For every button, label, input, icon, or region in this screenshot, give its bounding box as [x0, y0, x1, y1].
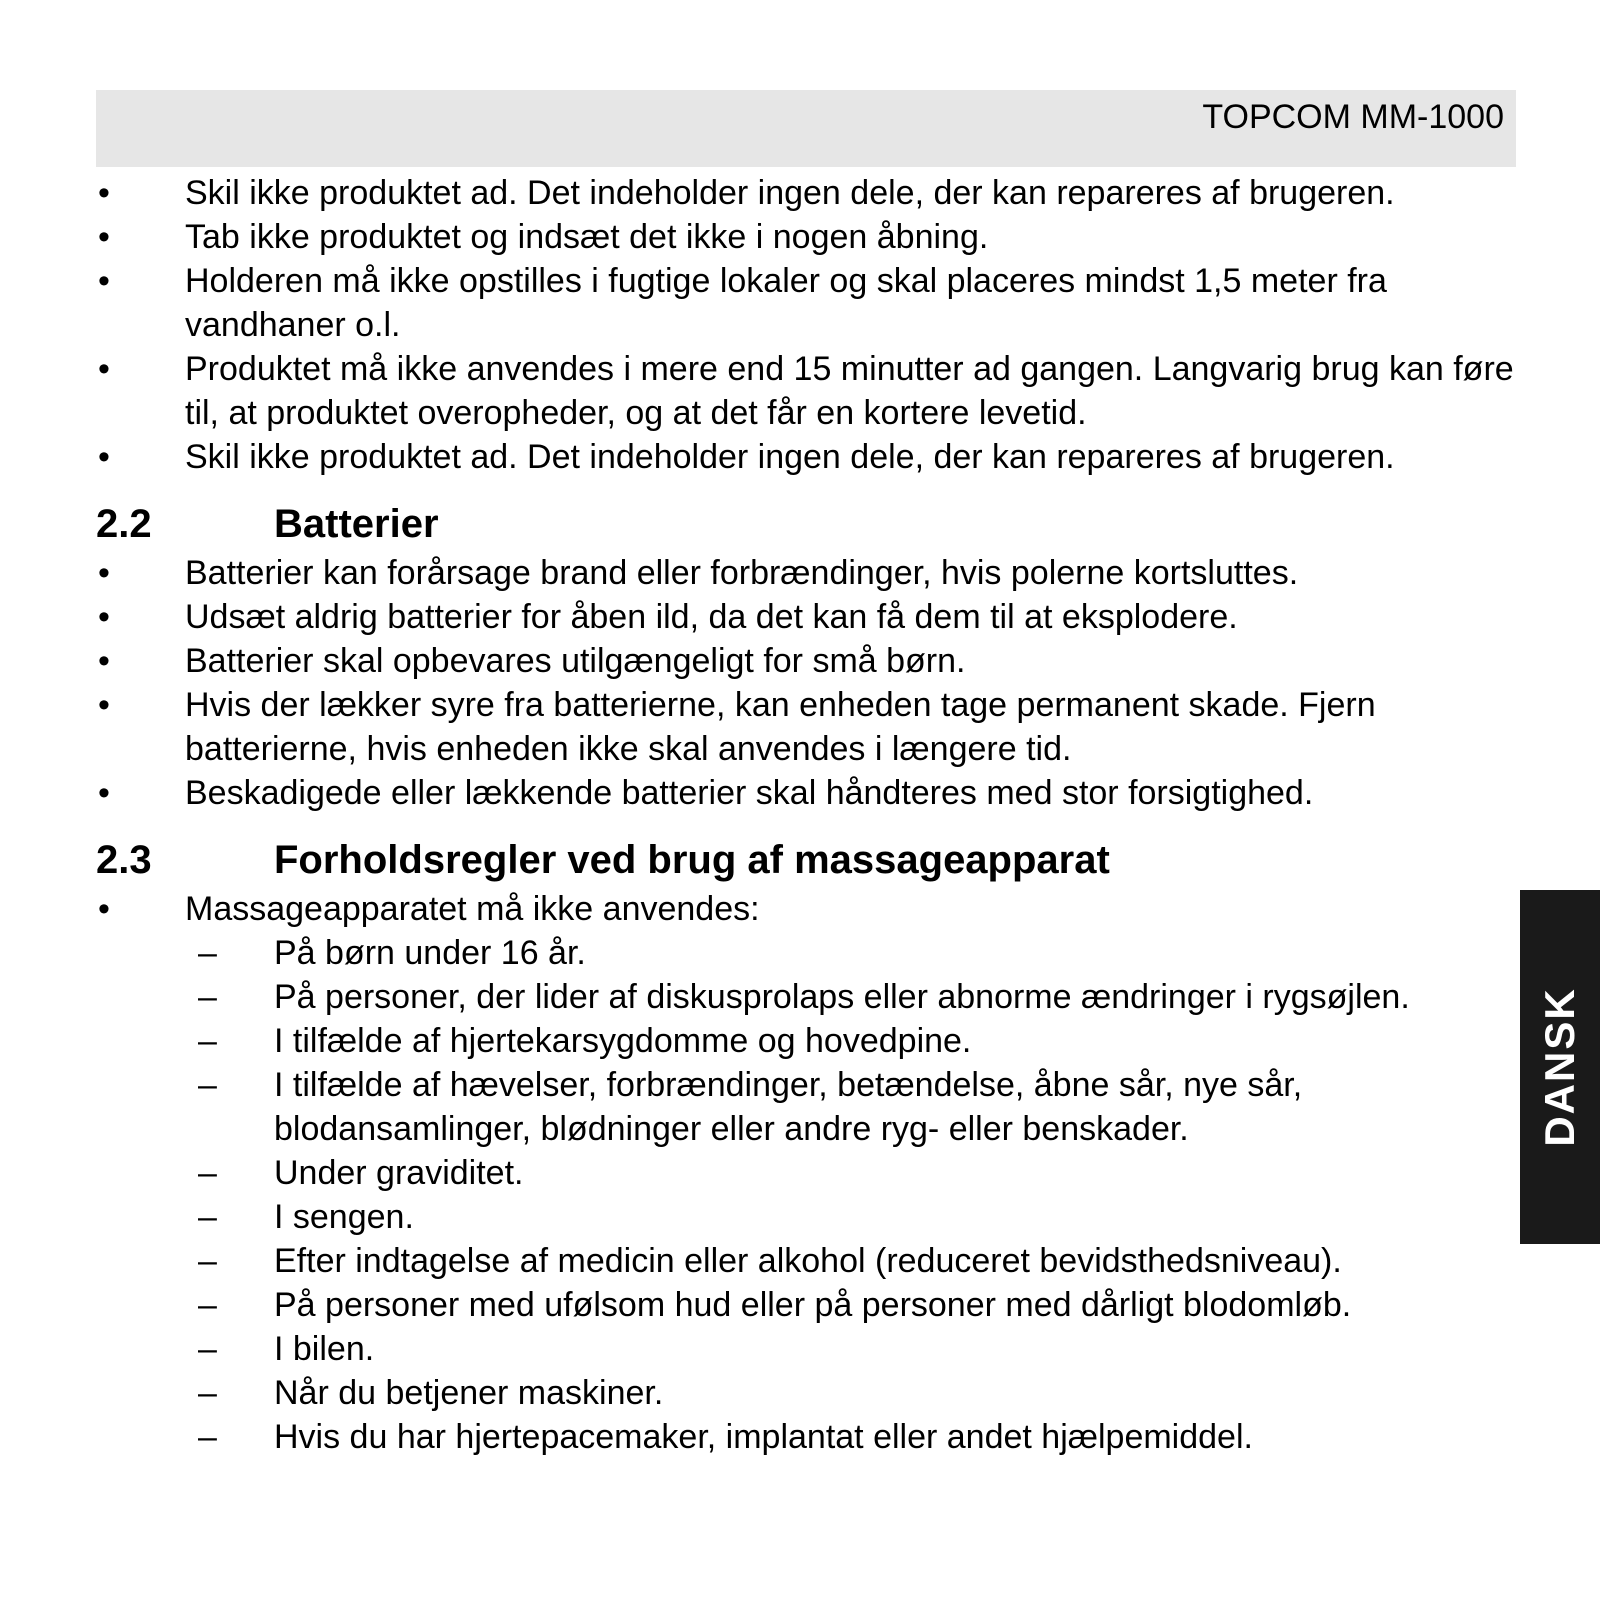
- dash-icon: –: [198, 1242, 217, 1280]
- section-number: 2.3: [96, 838, 152, 882]
- sub-list-item: [96, 1327, 1516, 1371]
- bullet-icon: •: [98, 686, 110, 724]
- sub-list-item: [96, 1195, 1516, 1239]
- list-item: [96, 683, 1516, 771]
- dash-icon: –: [198, 934, 217, 972]
- bullet-icon: •: [98, 174, 110, 212]
- dash-icon: –: [198, 1286, 217, 1324]
- list-item: [96, 259, 1516, 347]
- sub-list-item: [96, 1415, 1516, 1459]
- list-item: [96, 551, 1516, 595]
- bullet-icon: •: [98, 890, 110, 928]
- forholdsregler-list: [96, 887, 1516, 1459]
- dash-icon: –: [198, 1374, 217, 1412]
- batterier-bullet-list: [96, 551, 1516, 815]
- bullet-icon: •: [98, 554, 110, 592]
- sub-list-item: [96, 975, 1516, 1019]
- section-heading-forholdsregler: [96, 837, 1516, 883]
- list-item: [96, 887, 1516, 931]
- language-tab: [1520, 890, 1600, 1244]
- list-item-text: Tab ikke produktet og indsæt det ikke i nogen åbning.: [185, 218, 989, 256]
- sub-list-item: [96, 1019, 1516, 1063]
- intro-bullet-list: [96, 171, 1516, 479]
- bullet-icon: •: [98, 262, 110, 300]
- sub-list-item-text: På personer, der lider af diskusprolaps eller abnorme ændringer i rygsøjlen.: [274, 978, 1410, 1016]
- sub-list-item-text: I bilen.: [274, 1330, 375, 1368]
- sub-list-item-text: I sengen.: [274, 1198, 414, 1236]
- dash-icon: –: [198, 1154, 217, 1192]
- bullet-icon: •: [98, 774, 110, 812]
- page-content: [96, 171, 1516, 1459]
- list-item: [96, 639, 1516, 683]
- sub-list-item: [96, 1151, 1516, 1195]
- dash-icon: –: [198, 1198, 217, 1236]
- list-item-text: Skil ikke produktet ad. Det indeholder ingen dele, der kan repareres af brugeren.: [185, 174, 1395, 212]
- section-heading-batterier: [96, 501, 1516, 547]
- list-item: [96, 435, 1516, 479]
- list-item-text: Udsæt aldrig batterier for åben ild, da det kan få dem til at eksplodere.: [185, 598, 1238, 636]
- page-header: [96, 90, 1516, 167]
- bullet-icon: •: [98, 218, 110, 256]
- list-item-text: Skil ikke produktet ad. Det indeholder ingen dele, der kan repareres af brugeren.: [185, 438, 1395, 476]
- sub-list-item-text: I tilfælde af hjertekarsygdomme og hovedpine.: [274, 1022, 972, 1060]
- list-item-text: Massageapparatet må ikke anvendes:: [185, 890, 760, 928]
- sub-list-item-text: På personer med ufølsom hud eller på personer med dårligt blodomløb.: [274, 1286, 1352, 1324]
- sub-list-item: [96, 1371, 1516, 1415]
- sub-list-item-text: Efter indtagelse af medicin eller alkohol (reduceret bevidsthedsniveau).: [274, 1242, 1342, 1280]
- dash-icon: –: [198, 1418, 217, 1456]
- section-number: 2.2: [96, 502, 152, 546]
- sub-list-item: [96, 1283, 1516, 1327]
- bullet-icon: •: [98, 642, 110, 680]
- list-item: [96, 215, 1516, 259]
- sub-list-item-text: I tilfælde af hævelser, forbrændinger, betændelse, åbne sår, nye sår, blodansamlinger, blødninger eller andre ryg- eller benskader.: [274, 1066, 1303, 1148]
- sub-list-item: [96, 1239, 1516, 1283]
- list-item-text: Beskadigede eller lækkende batterier skal håndteres med stor forsigtighed.: [185, 774, 1314, 812]
- sub-list-item-text: Hvis du har hjertepacemaker, implantat eller andet hjælpemiddel.: [274, 1418, 1253, 1456]
- list-item-text: Batterier skal opbevares utilgængeligt for små børn.: [185, 642, 966, 680]
- list-item-text: Holderen må ikke opstilles i fugtige lokaler og skal placeres mindst 1,5 meter fra vandhaner o.l.: [185, 262, 1387, 344]
- bullet-icon: •: [98, 598, 110, 636]
- section-title: Batterier: [274, 502, 439, 546]
- sub-list-item-text: Når du betjener maskiner.: [274, 1374, 664, 1412]
- header-title: TOPCOM MM-1000: [1202, 98, 1504, 136]
- list-item: [96, 595, 1516, 639]
- sub-list-item: [96, 1063, 1516, 1151]
- dash-icon: –: [198, 1330, 217, 1368]
- list-item-text: Batterier kan forårsage brand eller forbrændinger, hvis polerne kortsluttes.: [185, 554, 1299, 592]
- list-item-text: Produktet må ikke anvendes i mere end 15 minutter ad gangen. Langvarig brug kan føre til, at produktet overopheder, og at det får en kortere levetid.: [185, 350, 1514, 432]
- bullet-icon: •: [98, 438, 110, 476]
- list-item: [96, 347, 1516, 435]
- list-item-text: Hvis der lækker syre fra batterierne, kan enheden tage permanent skade. Fjern batterierne, hvis enheden ikke skal anvendes i længere tid.: [185, 686, 1376, 768]
- section-title: Forholdsregler ved brug af massageapparat: [274, 838, 1110, 882]
- sub-list-item-text: På børn under 16 år.: [274, 934, 586, 972]
- dash-icon: –: [198, 1022, 217, 1060]
- dash-icon: –: [198, 1066, 217, 1104]
- sub-list-item: [96, 931, 1516, 975]
- language-tab-label: DANSK: [1536, 987, 1583, 1147]
- sub-list-item-text: Under graviditet.: [274, 1154, 524, 1192]
- dash-icon: –: [198, 978, 217, 1016]
- list-item: [96, 771, 1516, 815]
- bullet-icon: •: [98, 350, 110, 388]
- list-item: [96, 171, 1516, 215]
